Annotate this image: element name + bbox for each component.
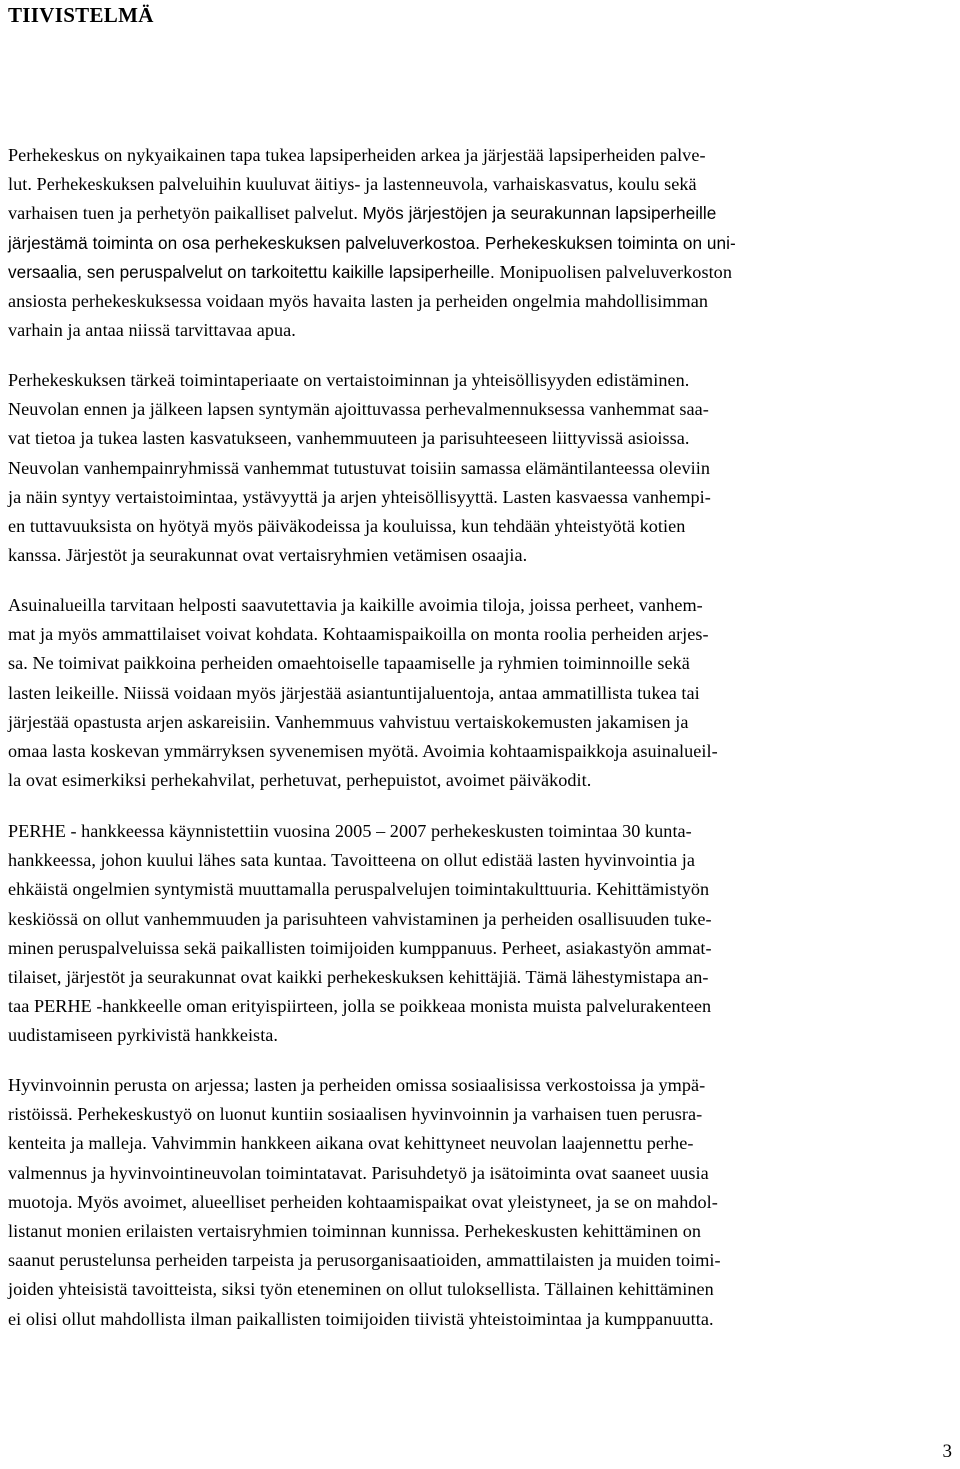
text-line — [8, 454, 958, 483]
text-line — [8, 512, 958, 541]
text-line-segment: saanut perustelunsa perheiden tarpeista ja perusorganisaatioiden, ammattilaisten ja muiden toimi- — [8, 1250, 721, 1271]
text-line — [8, 846, 958, 875]
text-line — [8, 649, 958, 678]
text-line — [8, 1021, 958, 1050]
text-line-segment: lut. Perhekeskuksen palveluihin kuuluvat äitiys- ja lastenneuvola, varhaiskasvatus, koulu sekä — [8, 174, 697, 195]
text-line — [8, 424, 958, 453]
text-line-segment: Myös järjestöjen ja seurakunnan lapsiperheille — [362, 203, 717, 224]
page-heading: TIIVISTELMÄ — [8, 3, 154, 27]
text-line — [8, 287, 958, 316]
text-line — [8, 395, 958, 424]
text-line-segment: kanssa. Järjestöt ja seurakunnat ovat vertaisryhmien vetämisen osaajia. — [8, 545, 528, 566]
text-line — [8, 1188, 958, 1217]
text-line — [8, 366, 958, 395]
text-line-segment: muotoja. Myös avoimet, alueelliset perheiden kohtaamispaikat ovat yleistyneet, ja se on mahdol- — [8, 1191, 718, 1212]
text-line-segment: sa. Ne toimivat paikkoina perheiden omaehtoiselle tapaamiselle ja ryhmien toiminnoille sekä — [8, 653, 690, 674]
text-line-segment: Hyvinvoinnin perusta on arjessa; lasten ja perheiden omissa sosiaalisissa verkostoissa ja ympä- — [8, 1075, 706, 1095]
paragraph-intro — [8, 141, 958, 345]
text-line — [8, 1217, 958, 1246]
text-line — [8, 258, 958, 287]
text-line-segment: järjestämä toiminta on osa perhekeskuksen palveluverkostoa. Perhekeskuksen toiminta on uni- — [8, 232, 736, 253]
text-line — [8, 1246, 958, 1275]
text-line-segment: Neuvolan ennen ja jälkeen lapsen syntymän ajoittuvassa perhevalmennuksessa vanhemmat saa- — [8, 399, 709, 420]
text-line — [8, 1305, 958, 1334]
text-line — [8, 992, 958, 1021]
text-line — [8, 934, 958, 963]
text-line-segment: Asuinalueilla tarvitaan helposti saavutettavia ja kaikille avoimia tiloja, joissa perheet, vanhem- — [8, 595, 703, 615]
text-line-segment: uudistamiseen pyrkivistä hankkeista. — [8, 1025, 279, 1046]
text-line — [8, 1159, 958, 1188]
text-line — [8, 316, 958, 345]
text-line-segment: ristöissä. Perhekeskustyö on luonut kuntiin sosiaalisen hyvinvoinnin ja varhaisen tuen perusra- — [8, 1104, 703, 1125]
text-line-segment: ansiosta perhekeskuksessa voidaan myös havaita lasten ja perheiden ongelmia mahdollisimman — [8, 291, 708, 312]
text-line — [8, 905, 958, 934]
text-line-segment: Monipuolisen palveluverkoston — [499, 261, 732, 282]
text-line-segment: keskiössä on ollut vanhemmuuden ja parisuhteen vahvistaminen ja perheiden osallisuuden tuke- — [8, 908, 712, 929]
text-line-segment: omaa lasta koskevan ymmärryksen syvenemisen myötä. Avoimia kohtaamispaikkoja asuinalueil- — [8, 741, 718, 762]
text-line-segment: varhain ja antaa niissä tarvittavaa apua. — [8, 320, 296, 341]
text-line — [8, 1071, 958, 1100]
text-line — [8, 1129, 958, 1158]
text-line — [8, 199, 958, 228]
paragraph-peer-activity — [8, 366, 958, 570]
text-line-segment: mat ja myös ammattilaiset voivat kohdata. Kohtaamispaikoilla on monta roolia perheiden arjes- — [8, 624, 709, 645]
text-line — [8, 708, 958, 737]
text-line-segment: listanut monien erilaisten vertaisryhmien toiminnan kunnissa. Perhekeskusten kehittäminen on — [8, 1221, 702, 1242]
text-line-segment: Neuvolan vanhempainryhmissä vanhemmat tutustuvat toisiin samassa elämäntilanteessa oleviin — [8, 457, 711, 478]
text-line-segment: hankkeessa, johon kuului lähes sata kuntaa. Tavoitteena on ollut edistää lasten hyvinvointia ja — [8, 850, 696, 871]
text-line-segment: joiden yhteisistä tavoitteista, siksi työn eteneminen on ollut tuloksellista. Tällainen kehittäminen — [8, 1279, 714, 1300]
text-line — [8, 229, 958, 258]
text-line — [8, 591, 958, 620]
text-line — [8, 1275, 958, 1304]
page-number: 3 — [942, 1441, 952, 1462]
text-line-segment: ei olisi ollut mahdollista ilman paikallisten toimijoiden tiivistä yhteistoimintaa ja kumppanuutta. — [8, 1308, 714, 1329]
text-line-segment: Perhekeskus on nykyaikainen tapa tukea lapsiperheiden arkea ja järjestää lapsiperheiden palve- — [8, 145, 706, 165]
text-line-segment: PERHE - hankkeessa käynnistettiin vuosina 2005 – 2007 perhekeskusten toimintaa 30 kunta- — [8, 821, 692, 841]
text-line-segment: kenteita ja malleja. Vahvimmin hankkeen aikana ovat kehittyneet neuvolan laajennettu perhe- — [8, 1133, 694, 1154]
paragraph-meeting-places — [8, 591, 958, 795]
text-line — [8, 620, 958, 649]
paragraph-perhe-project — [8, 817, 958, 1051]
text-line — [8, 875, 958, 904]
text-line-segment: varhaisen tuen ja perhetyön paikalliset palvelut. — [8, 203, 363, 224]
text-line — [8, 737, 958, 766]
text-line — [8, 679, 958, 708]
text-line-segment: la ovat esimerkiksi perhekahvilat, perhetuvat, perhepuistot, avoimet päiväkodit. — [8, 770, 592, 791]
text-line — [8, 483, 958, 512]
text-line-segment: ehkäistä ongelmien syntymistä muuttamalla peruspalvelujen toimintakulttuuria. Kehittämistyön — [8, 879, 710, 900]
paragraph-wellbeing — [8, 1071, 958, 1334]
text-line — [8, 541, 958, 570]
text-line — [8, 817, 958, 846]
text-line-segment: en tuttavuuksista on hyötyä myös päiväkodeissa ja kouluissa, kun tehdään yhteistyötä kotien — [8, 516, 686, 537]
text-line — [8, 766, 958, 795]
text-line-segment: Perhekeskuksen tärkeä toimintaperiaate on vertaistoiminnan ja yhteisöllisyyden edistäminen. — [8, 370, 690, 390]
text-line-segment: valmennus ja hyvinvointineuvolan toimintatavat. Parisuhdetyö ja isätoiminta ovat saaneet uusia — [8, 1162, 709, 1183]
text-line-segment: vat tietoa ja tukea lasten kasvatukseen, vanhemmuuteen ja parisuhteeseen liittyvissä asioissa. — [8, 428, 690, 449]
text-line — [8, 170, 958, 199]
text-line-segment: ja näin syntyy vertaistoimintaa, ystävyyttä ja arjen yhteisöllisyyttä. Lasten kasvaessa vanhempi- — [8, 486, 711, 507]
text-line-segment: lasten leikeille. Niissä voidaan myös järjestää asiantuntijaluentoja, antaa ammatillista tukea tai — [8, 682, 700, 703]
text-line-segment: järjestää opastusta arjen askareisiin. Vanhemmuus vahvistuu vertaiskokemusten jakamisen ja — [8, 711, 689, 732]
text-line-segment: versaalia, sen peruspalvelut on tarkoitettu kaikille lapsiperheille. — [8, 261, 500, 282]
text-line-segment: taa PERHE -hankkeelle oman erityispiirteen, jolla se poikkeaa monista muista palvelurakenteen — [8, 996, 712, 1017]
text-line — [8, 1100, 958, 1129]
text-line-segment: tilaiset, järjestöt ja seurakunnat ovat kaikki perhekeskuksen kehittäjiä. Tämä lähestymistapa an- — [8, 967, 709, 988]
text-line-segment: minen peruspalveluissa sekä paikallisten toimijoiden kumppanuus. Perheet, asiakastyön ammat- — [8, 937, 712, 958]
text-line — [8, 963, 958, 992]
text-line — [8, 141, 958, 170]
